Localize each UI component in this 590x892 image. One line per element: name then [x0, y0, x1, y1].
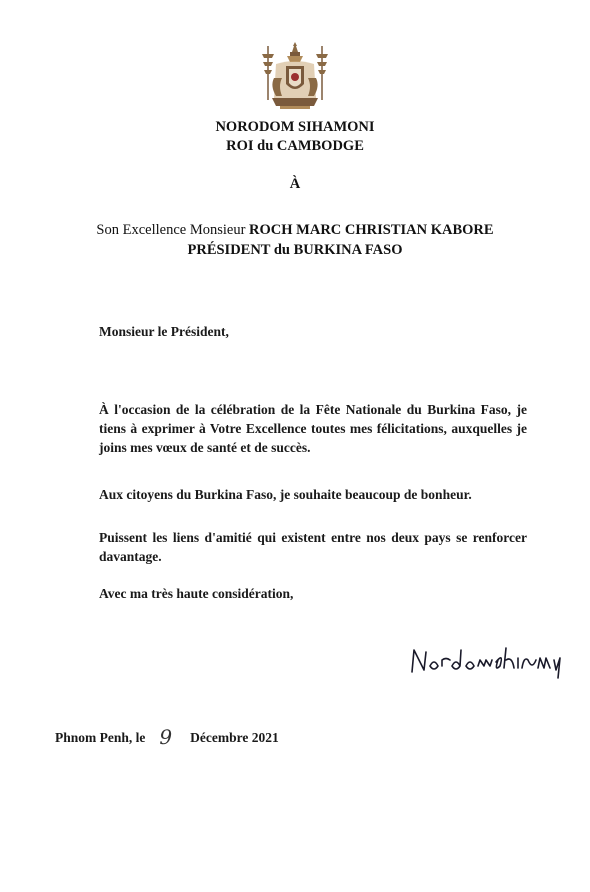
recipient-title — [0, 240, 590, 260]
sender-title: ROI du CAMBODGE — [226, 138, 364, 154]
date-month-year: Décembre 2021 — [190, 730, 279, 745]
paragraph-citizens: Aux citoyens du Burkina Faso, je souhaite beaucoup de bonheur. — [99, 487, 472, 502]
paragraph-friendship: Puissent les liens d'amitié qui existent entre nos deux pays se renforcer davantage. — [99, 530, 527, 564]
recipient-block — [0, 220, 590, 260]
paragraph-congratulations: À l'occasion de la célébration de la Fête Nationale du Burkina Faso, je tiens à exprimer à Votre Excellence toutes mes félicitations, auxquelles je joins mes vœux de santé et de succès. — [99, 402, 527, 455]
handwritten-signature-icon — [408, 640, 570, 680]
date-day-handwritten: 9 — [159, 725, 173, 749]
recipient-line — [0, 220, 590, 240]
date-place: Phnom Penh, le — [55, 730, 146, 745]
sender-name: NORODOM SIHAMONI — [215, 119, 375, 135]
closing-line: Avec ma très haute considération, — [99, 586, 294, 601]
addressed-to-mark: À — [289, 176, 301, 192]
recipient-prefix: Son Excellence Monsieur — [96, 222, 246, 238]
royal-arms-emblem-icon — [256, 40, 334, 112]
recipient-title-text: PRÉSIDENT du BURKINA FASO — [187, 242, 403, 258]
sender-block — [0, 118, 590, 156]
date-line — [55, 725, 279, 749]
recipient-name: ROCH MARC CHRISTIAN KABORE — [249, 222, 494, 238]
salutation: Monsieur le Président, — [99, 324, 229, 339]
